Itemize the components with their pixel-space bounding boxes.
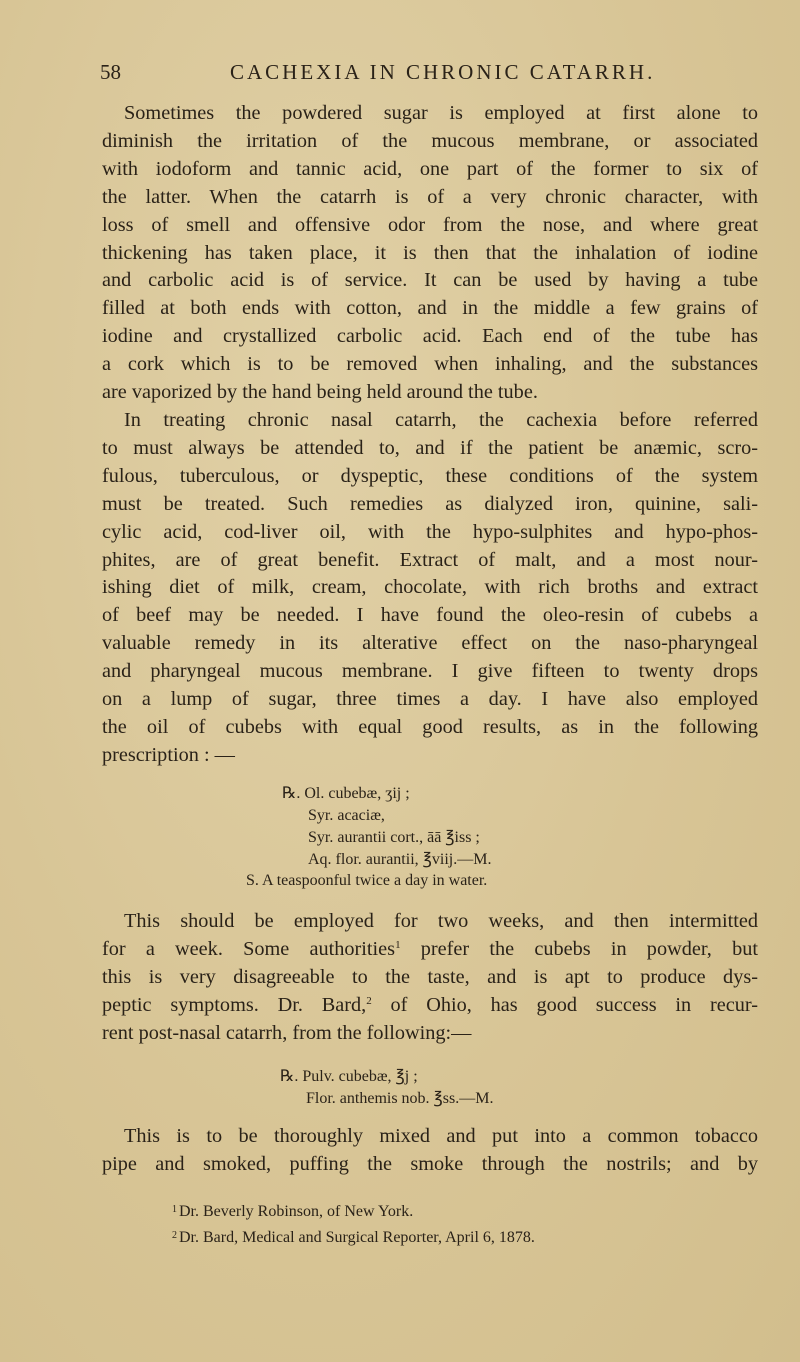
footnote-1: $^1$ Dr. Beverly Robinson, of New York. [172,1203,414,1220]
text-line: are vaporized by the hand being held around the tube. [102,381,538,404]
footnote-ref-2[interactable]: 2 [366,994,372,1007]
rx-line: Syr. aurantii cort., āā ℥iss ; [308,829,480,846]
text-line: and pharyngeal mucous membrane. I give fifteen to twenty drops [102,660,758,683]
text-line: a cork which is to be removed when inhaling, and the substances [102,353,758,376]
text-line: of beef may be needed. I have found the oleo-resin of cubebs a [102,604,758,627]
text-line: Sometimes the powdered sugar is employed at first alone to [124,102,758,124]
text-line: In treating chronic nasal catarrh, the cachexia before referred [124,409,758,431]
prescription-1-signa [246,870,487,892]
text-line: rent post-nasal catarrh, from the following:— [102,1021,472,1044]
rx-signa: S. A teaspoonful twice a day in water. [246,872,488,889]
text-line: cylic acid, cod-liver oil, with the hypo-sulphites and hypo-phos- [102,520,758,543]
footnote-ref-1[interactable]: 1 [395,938,401,951]
text-line: to must always be attended to, and if the patient be anæmic, scro- [102,436,758,459]
paragraph-4 [102,1123,758,1179]
text-line: fulous, tuberculous, or dyspeptic, these conditions of the system [102,464,758,487]
rx-line: Syr. acaciæ, [308,807,385,824]
rx-line: Flor. anthemis nob. ℥ss.—M. [306,1090,494,1107]
text-line: filled at both ends with cotton, and in the middle a few grains of [102,297,758,320]
text-line: and carbolic acid is of service. It can be used by having a tube [102,269,758,292]
rx-line: Aq. flor. aurantii, ℥viij.—M. [308,851,492,868]
prescription-2 [280,1066,493,1110]
text-line: peptic symptoms. Dr. Bard,$^2$ of Ohio, has good success in recur- [102,993,758,1016]
text-line: for a week. Some authorities$^1$ prefer the cubebs in powder, but [102,937,758,960]
text-line: must be treated. Such remedies as dialyzed iron, quinine, sali- [102,492,758,515]
text-line: the oil of cubebs with equal good results, as in the following [102,715,758,738]
prescription-1 [282,783,491,871]
rx-line: ℞. Pulv. cubebæ, ℥j ; [280,1068,418,1085]
text-line: with iodoform and tannic acid, one part of the former to six of [102,157,758,180]
page-number: 58 [100,60,121,84]
footnote-2: $^2$ Dr. Bard, Medical and Surgical Reporter, April 6, 1878. [172,1229,535,1246]
text-line: prescription : — [102,743,235,766]
text-line: iodine and crystallized carbolic acid. Each end of the tube has [102,325,758,348]
text-line: thickening has taken place, it is then that the inhalation of iodine [102,241,758,264]
paragraph-3 [102,908,758,1048]
text-line: this is very disagreeable to the taste, and is apt to produce dys- [102,965,758,988]
paragraph-1 [102,100,758,407]
text-line: pipe and smoked, puffing the smoke through the nostrils; and by [102,1152,758,1175]
rx-line: ℞. Ol. cubebæ, ʒij ; [282,785,410,802]
text-line: loss of smell and offensive odor from the nose, and where great [102,213,758,236]
footnotes [172,1198,535,1250]
text-line: on a lump of sugar, three times a day. I have also employed [102,688,758,711]
running-title: CACHEXIA IN CHRONIC CATARRH. [230,60,656,84]
text-line: This is to be thoroughly mixed and put into a common tobacco [124,1125,758,1147]
text-line: This should be employed for two weeks, and then intermitted [124,910,758,932]
text-line: the latter. When the catarrh is of a very chronic character, with [102,185,758,208]
text-line: diminish the irritation of the mucous membrane, or associated [102,129,758,152]
paragraph-2 [102,407,758,770]
text-line: valuable remedy in its alterative effect on the naso-pharyngeal [102,632,758,655]
text-line: phites, are of great benefit. Extract of malt, and a most nour- [102,548,758,571]
page-header [100,60,760,88]
text-line: ishing diet of milk, cream, chocolate, with rich broths and extract [102,576,758,599]
